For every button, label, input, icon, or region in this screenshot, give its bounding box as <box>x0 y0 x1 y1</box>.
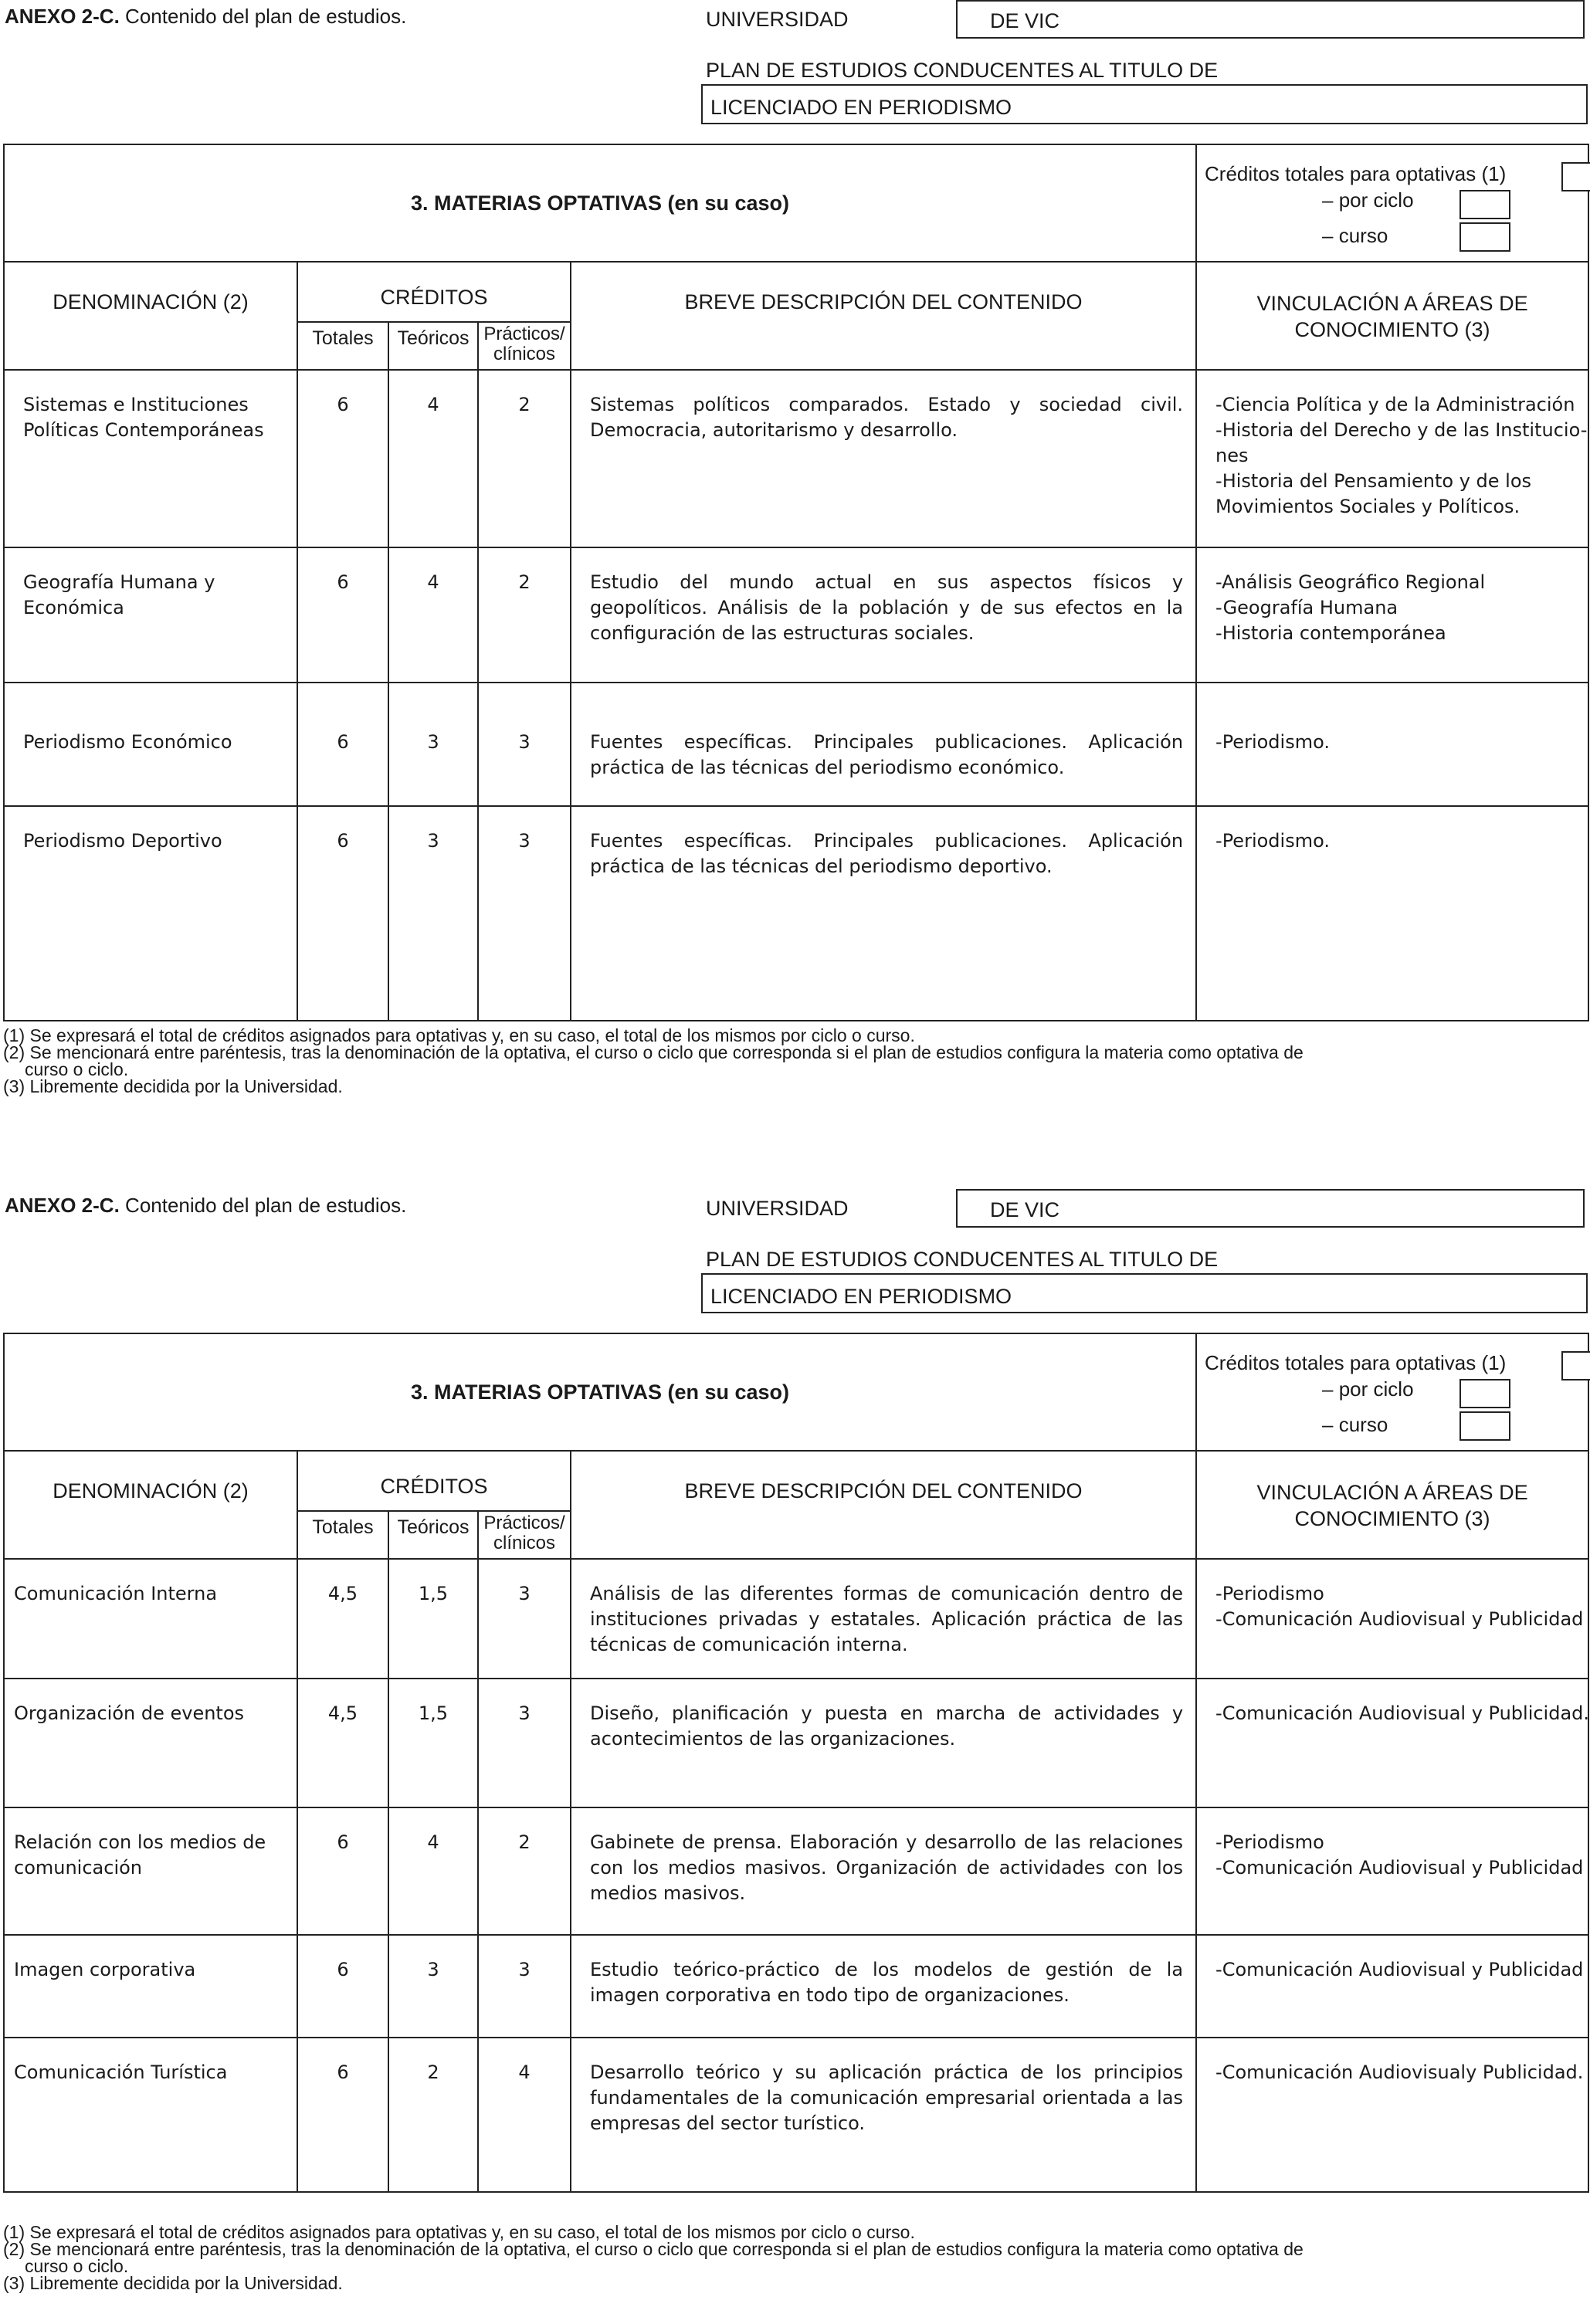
universidad-label: UNIVERSIDAD <box>706 8 849 31</box>
optativas-table <box>3 144 1589 1021</box>
row-name: Organización de eventos <box>4 1679 297 1807</box>
row-vinculacion: -Análisis Geográfico Regional -Geografía Humana -Historia contemporánea <box>1196 547 1588 683</box>
row-teoricos: 4 <box>388 1807 478 1935</box>
row-description: Desarrollo teórico y su aplicación práctica de los principios fundamentales de la comunicación empresarial orientada a las empresas del sector turístico. <box>571 2038 1196 2192</box>
row-totales: 6 <box>297 683 388 806</box>
por-ciclo-label: – por ciclo <box>1322 1377 1414 1401</box>
universidad-value: DE VIC <box>956 0 1585 39</box>
header-descripcion: BREVE DESCRIPCIÓN DEL CONTENIDO <box>571 1451 1196 1559</box>
footnotes <box>3 1027 1304 1095</box>
creditos-totales-cell <box>1196 1333 1588 1451</box>
footnote-2: (2) Se mencionará entre paréntesis, tras la denominación de la optativa, el curso o ciclo que corresponda si el plan de estudios configura la materia como optativa de <box>3 1042 1304 1062</box>
row-vinculacion: -Periodismo. <box>1196 806 1588 1021</box>
row-description: Estudio del mundo actual en sus aspectos físicos y geopolíticos. Análisis de la población y de sus efectos en la configuración de las estructuras sociales. <box>571 547 1196 683</box>
row-totales: 4,5 <box>297 1679 388 1807</box>
row-teoricos: 1,5 <box>388 1679 478 1807</box>
curso-box <box>1459 1411 1510 1441</box>
row-vinculacion: -Periodismo -Comunicación Audiovisual y Publicidad <box>1196 1559 1588 1679</box>
table-row <box>4 806 1588 1021</box>
header-teoricos: Teóricos <box>388 1511 478 1559</box>
row-name: Geografía Humana y Económica <box>4 547 297 683</box>
footnote-1: (1) Se expresará el total de créditos asignados para optativas y, en su caso, el total de los mismos por ciclo o curso. <box>3 1025 915 1045</box>
creditos-totales-cell <box>1196 144 1588 262</box>
row-name: Relación con los medios de comunicación <box>4 1807 297 1935</box>
creditos-totales-box <box>1561 162 1590 191</box>
row-name: Comunicación Interna <box>4 1559 297 1679</box>
row-totales: 6 <box>297 547 388 683</box>
row-vinculacion: -Comunicación Audiovisual y Publicidad <box>1196 1935 1588 2038</box>
row-practicos: 2 <box>478 547 571 683</box>
creditos-totales-label: Créditos totales para optativas (1) <box>1205 162 1507 185</box>
row-vinculacion: -Comunicación Audiovisualy Publicidad. <box>1196 2038 1588 2192</box>
row-teoricos: 1,5 <box>388 1559 478 1679</box>
annex-heading: ANEXO 2-C. Contenido del plan de estudios. <box>5 5 407 28</box>
header-vinculacion: VINCULACIÓN A ÁREAS DE CONOCIMIENTO (3) <box>1196 262 1588 370</box>
header-denominacion: DENOMINACIÓN (2) <box>4 1451 297 1559</box>
row-practicos: 2 <box>478 370 571 547</box>
header-teoricos: Teóricos <box>388 322 478 370</box>
header-creditos: CRÉDITOS <box>297 1451 571 1511</box>
row-name: Sistemas e Instituciones Políticas Contemporáneas <box>4 370 297 547</box>
row-totales: 6 <box>297 806 388 1021</box>
row-practicos: 4 <box>478 2038 571 2192</box>
row-totales: 6 <box>297 1935 388 2038</box>
row-description: Diseño, planificación y puesta en marcha de actividades y acontecimientos de las organizaciones. <box>571 1679 1196 1807</box>
row-teoricos: 3 <box>388 1935 478 2038</box>
creditos-totales-box <box>1561 1351 1590 1381</box>
row-vinculacion: -Comunicación Audiovisual y Publicidad. <box>1196 1679 1588 1807</box>
header-creditos: CRÉDITOS <box>297 262 571 322</box>
page-2 <box>0 1189 1590 2324</box>
table-row <box>4 370 1588 547</box>
licenciado-value: LICENCIADO EN PERIODISMO <box>701 1273 1588 1313</box>
header-denominacion: DENOMINACIÓN (2) <box>4 262 297 370</box>
row-practicos: 3 <box>478 1935 571 2038</box>
row-teoricos: 4 <box>388 547 478 683</box>
header-practicos: Prácticos/ clínicos <box>478 1511 571 1559</box>
table-title: 3. MATERIAS OPTATIVAS (en su caso) <box>4 1333 1196 1451</box>
plan-label: PLAN DE ESTUDIOS CONDUCENTES AL TITULO DE <box>706 1248 1219 1271</box>
header-totales: Totales <box>297 322 388 370</box>
table-row <box>4 1679 1588 1807</box>
row-description: Fuentes específicas. Principales publicaciones. Aplicación práctica de las técnicas del periodismo deportivo. <box>571 806 1196 1021</box>
plan-label: PLAN DE ESTUDIOS CONDUCENTES AL TITULO DE <box>706 59 1219 82</box>
page-1 <box>0 0 1590 1135</box>
table-row <box>4 1559 1588 1679</box>
row-totales: 6 <box>297 2038 388 2192</box>
curso-label: – curso <box>1322 1413 1388 1436</box>
row-description: Estudio teórico-práctico de los modelos de gestión de la imagen corporativa en todo tipo de organizaciones. <box>571 1935 1196 2038</box>
footnote-2: (2) Se mencionará entre paréntesis, tras la denominación de la optativa, el curso o ciclo que corresponda si el plan de estudios configura la materia como optativa de <box>3 2239 1304 2259</box>
header-vinculacion: VINCULACIÓN A ÁREAS DE CONOCIMIENTO (3) <box>1196 1451 1588 1559</box>
row-description: Fuentes específicas. Principales publicaciones. Aplicación práctica de las técnicas del periodismo económico. <box>571 683 1196 806</box>
header-totales: Totales <box>297 1511 388 1559</box>
optativas-table <box>3 1333 1589 2193</box>
licenciado-value: LICENCIADO EN PERIODISMO <box>701 84 1588 124</box>
row-practicos: 3 <box>478 1559 571 1679</box>
table-title: 3. MATERIAS OPTATIVAS (en su caso) <box>4 144 1196 262</box>
table-row <box>4 683 1588 806</box>
table-row <box>4 1935 1588 2038</box>
table-row <box>4 2038 1588 2192</box>
row-practicos: 3 <box>478 1679 571 1807</box>
universidad-value: DE VIC <box>956 1189 1585 1228</box>
row-practicos: 3 <box>478 806 571 1021</box>
header-practicos: Prácticos/ clínicos <box>478 322 571 370</box>
por-ciclo-box <box>1459 190 1510 219</box>
row-teoricos: 4 <box>388 370 478 547</box>
row-teoricos: 3 <box>388 806 478 1021</box>
footnote-1: (1) Se expresará el total de créditos asignados para optativas y, en su caso, el total de los mismos por ciclo o curso. <box>3 2222 915 2242</box>
curso-box <box>1459 222 1510 252</box>
row-name: Periodismo Económico <box>4 683 297 806</box>
row-description: Gabinete de prensa. Elaboración y desarrollo de las relaciones con los medios masivos. Organización de actividades con los medios masivos. <box>571 1807 1196 1935</box>
footnote-2-cont: curso o ciclo. <box>25 1059 129 1079</box>
row-teoricos: 2 <box>388 2038 478 2192</box>
row-name: Periodismo Deportivo <box>4 806 297 1021</box>
row-vinculacion: -Ciencia Política y de la Administración -Historia del Derecho y de las Institucio- nes -Historia del Pensamiento y de los Movimientos Sociales y Políticos. <box>1196 370 1588 547</box>
row-description: Análisis de las diferentes formas de comunicación dentro de instituciones privadas y estatales. Aplicación práctica de las técnicas de comunicación interna. <box>571 1559 1196 1679</box>
row-totales: 4,5 <box>297 1559 388 1679</box>
row-vinculacion: -Periodismo -Comunicación Audiovisual y Publicidad <box>1196 1807 1588 1935</box>
row-totales: 6 <box>297 370 388 547</box>
table-row <box>4 547 1588 683</box>
universidad-label: UNIVERSIDAD <box>706 1197 849 1220</box>
creditos-totales-label: Créditos totales para optativas (1) <box>1205 1351 1507 1374</box>
row-name: Comunicación Turística <box>4 2038 297 2192</box>
table-row <box>4 1807 1588 1935</box>
footnote-2-cont: curso o ciclo. <box>25 2256 129 2276</box>
row-vinculacion: -Periodismo. <box>1196 683 1588 806</box>
footnote-3: (3) Libremente decidida por la Universidad. <box>3 1076 343 1096</box>
annex-heading: ANEXO 2-C. Contenido del plan de estudios. <box>5 1194 407 1217</box>
row-description: Sistemas políticos comparados. Estado y sociedad civil. Democracia, autoritarismo y desarrollo. <box>571 370 1196 547</box>
row-practicos: 2 <box>478 1807 571 1935</box>
footnotes <box>3 2224 1304 2292</box>
por-ciclo-box <box>1459 1379 1510 1408</box>
header-descripcion: BREVE DESCRIPCIÓN DEL CONTENIDO <box>571 262 1196 370</box>
curso-label: – curso <box>1322 224 1388 247</box>
row-practicos: 3 <box>478 683 571 806</box>
footnote-3: (3) Libremente decidida por la Universidad. <box>3 2273 343 2293</box>
por-ciclo-label: – por ciclo <box>1322 188 1414 212</box>
row-name: Imagen corporativa <box>4 1935 297 2038</box>
row-totales: 6 <box>297 1807 388 1935</box>
row-teoricos: 3 <box>388 683 478 806</box>
